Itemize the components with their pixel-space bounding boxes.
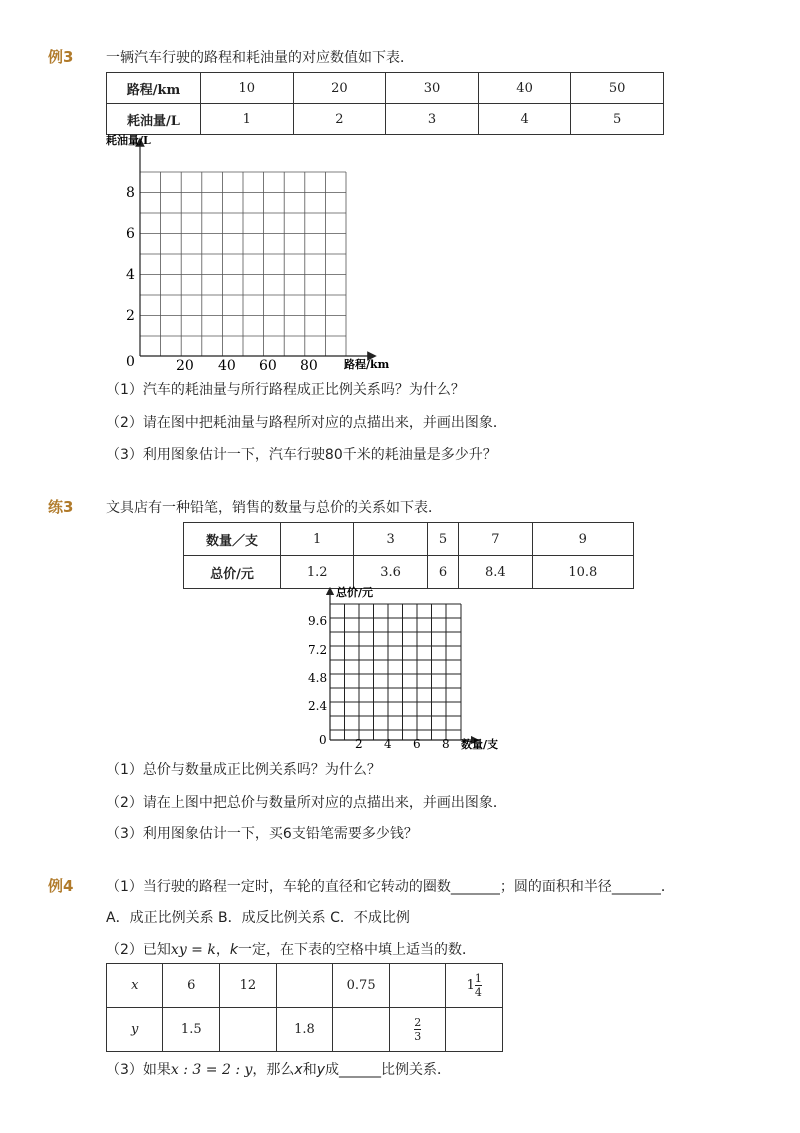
table-cell: 8.4	[459, 556, 532, 589]
pr3-question-1: （1）总价与数量成正比例关系吗？为什么？	[106, 762, 381, 778]
table-cell: 10	[201, 73, 294, 104]
q3-formula: x : 3 = 2 : y	[170, 1062, 253, 1078]
table-cell	[446, 1008, 503, 1052]
x-tick-label: 20	[176, 358, 194, 374]
ex4-question-2: （2）已知xy = k，k一定，在下表的空格中填上适当的数．	[106, 942, 476, 958]
table-header-total-price: 总价/元	[184, 556, 281, 589]
q3-x: x	[294, 1062, 303, 1078]
pencil-price-table	[183, 522, 634, 589]
example-3-intro: 一辆汽车行驶的路程和耗油量的对应数值如下表．	[106, 50, 414, 66]
table-cell: 40	[478, 73, 571, 104]
pr3-question-3: （3）利用图象估计一下，买6支铅笔需要多少钱？	[106, 826, 418, 842]
mileage-fuel-table	[106, 72, 664, 135]
y-axis-label: 总价/元	[336, 586, 374, 599]
table-cell: 50	[571, 73, 664, 104]
table-header-y: y	[107, 1008, 163, 1052]
ex3-question-3: （3）利用图象估计一下，汽车行驶80千米的耗油量是多少升？	[106, 447, 497, 463]
q3-and: 和	[302, 1062, 317, 1078]
y-tick-label: 4.8	[308, 671, 328, 685]
fuel-graph	[100, 132, 410, 377]
practice-3-intro: 文具店有一种铅笔，销售的数量与总价的关系如下表．	[106, 500, 442, 516]
x-tick-label: 8	[442, 737, 450, 751]
ex3-question-2: （2）请在图中把耗油量与路程所对应的点描出来，并画出图象．	[106, 415, 507, 431]
table-cell	[220, 1008, 277, 1052]
table-cell	[389, 964, 445, 1008]
fraction-numerator: 1	[474, 972, 482, 985]
table-cell	[333, 1008, 390, 1052]
table-header-quantity: 数量／支	[184, 523, 281, 556]
q3-mid: ，那么	[252, 1062, 295, 1078]
table-cell: 30	[386, 73, 479, 104]
table-cell: 3	[386, 104, 479, 135]
x-axis-label: 数量/支	[461, 738, 499, 751]
table-cell: 12	[220, 964, 277, 1008]
fraction-denominator: 4	[474, 986, 482, 999]
x-tick-label: 80	[300, 358, 318, 374]
table-cell: 1	[201, 104, 294, 135]
q3-y: y	[316, 1062, 325, 1078]
table-cell: 7	[459, 523, 532, 556]
example-4-label: 例4	[48, 877, 74, 895]
table-cell: 5	[427, 523, 458, 556]
table-header-distance: 路程/km	[107, 73, 201, 104]
inverse-proportion-table	[106, 963, 503, 1052]
table-cell: 20	[293, 73, 386, 104]
y-tick-label: 2.4	[308, 699, 328, 713]
q2-prefix: （2）已知	[106, 942, 171, 958]
pr3-question-2: （2）请在上图中把总价与数量所对应的点描出来，并画出图象．	[106, 795, 507, 811]
example-3-label: 例3	[48, 48, 74, 66]
fuel-graph-grid	[140, 172, 346, 356]
table-header-x: x	[107, 964, 163, 1008]
q3-suffix: 成______比例关系．	[325, 1062, 451, 1078]
table-cell: 3.6	[354, 556, 427, 589]
table-cell: 4	[478, 104, 571, 135]
table-cell-fraction	[389, 1008, 445, 1052]
x-tick-label: 2	[355, 737, 363, 751]
ex3-question-1: （1）汽车的耗油量与所行路程成正比例关系吗？为什么？	[106, 382, 465, 398]
x-tick-label: 6	[413, 737, 421, 751]
y-tick-label: 7.2	[308, 643, 328, 657]
y-tick-label: 6	[126, 226, 135, 242]
table-cell: 6	[427, 556, 458, 589]
table-cell: 0.75	[333, 964, 390, 1008]
table-header-fuel: 耗油量/L	[107, 104, 201, 135]
q3-prefix: （3）如果	[106, 1062, 171, 1078]
y-tick-label: 9.6	[308, 614, 328, 628]
origin-label: 0	[319, 733, 327, 747]
x-axis-label: 路程/km	[344, 358, 390, 371]
table-cell: 6	[163, 964, 220, 1008]
y-tick-label: 8	[126, 185, 135, 201]
table-cell: 1.8	[276, 1008, 333, 1052]
table-cell: 3	[354, 523, 427, 556]
q2-k: k	[229, 942, 238, 958]
fraction-numerator: 2	[414, 1016, 422, 1029]
x-tick-label: 40	[218, 358, 236, 374]
table-cell: 2	[293, 104, 386, 135]
mixed-whole: 1	[466, 978, 475, 993]
table-cell: 10.8	[532, 556, 633, 589]
ex4-question-1: （1）当行驶的路程一定时，车轮的直径和它转动的圈数_______；圆的面积和半径_______．	[106, 879, 675, 895]
price-graph-grid	[330, 604, 461, 740]
table-cell: 1.2	[281, 556, 354, 589]
q2-suffix: 一定，在下表的空格中填上适当的数．	[237, 942, 476, 958]
table-cell-mixed-fraction	[446, 964, 503, 1008]
origin-label: 0	[126, 354, 135, 370]
price-graph	[300, 585, 515, 755]
table-cell: 5	[571, 104, 664, 135]
ex4-options: A．成正比例关系 B．成反比例关系 C．不成比例	[106, 910, 410, 926]
y-tick-label: 2	[126, 308, 135, 324]
practice-3-label: 练3	[48, 498, 74, 516]
table-cell: 9	[532, 523, 633, 556]
x-tick-label: 4	[384, 737, 392, 751]
table-cell	[276, 964, 333, 1008]
y-tick-label: 4	[126, 267, 135, 283]
x-tick-label: 60	[259, 358, 277, 374]
ex4-question-3	[106, 1059, 451, 1079]
table-cell: 1.5	[163, 1008, 220, 1052]
q2-formula: xy = k	[170, 942, 216, 958]
table-cell: 1	[281, 523, 354, 556]
fraction-denominator: 3	[414, 1030, 422, 1043]
y-axis-label: 耗油量/L	[106, 134, 151, 147]
